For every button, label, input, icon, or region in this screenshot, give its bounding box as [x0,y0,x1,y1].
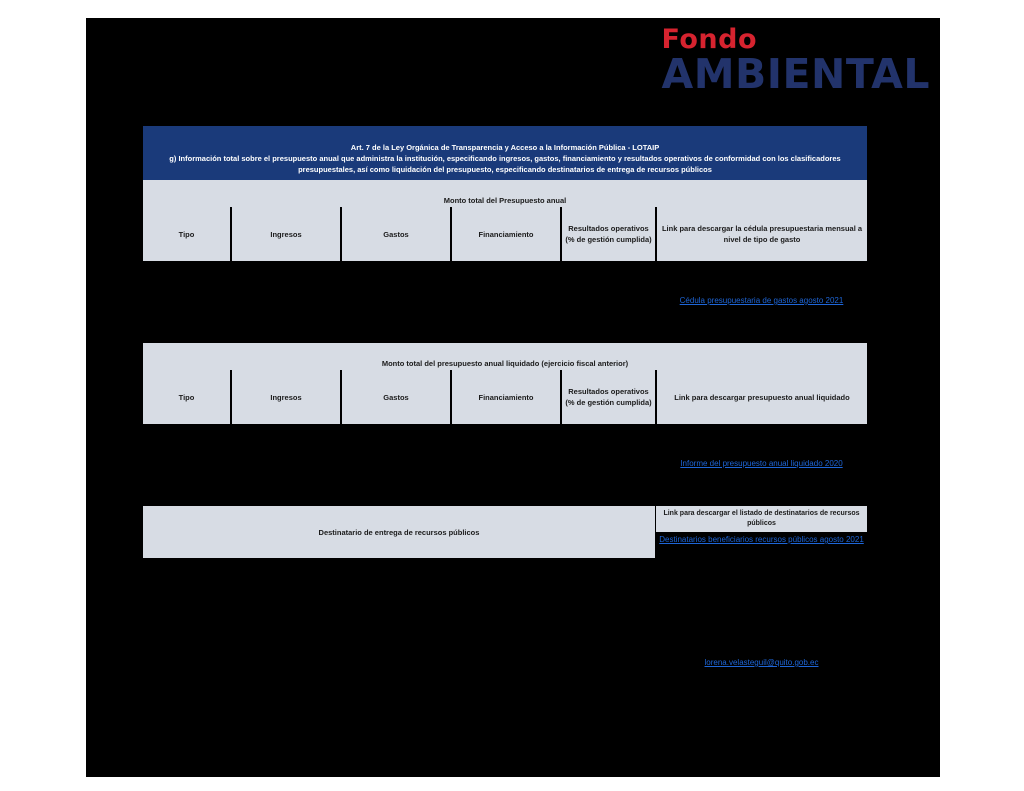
section1-header-row [143,207,867,261]
lotaip-header [143,126,867,180]
section2-header-row [143,370,867,424]
logo-word-bottom: AMBIENTAL [661,50,930,98]
section-title-presupuesto-liquidado: Monto total del presupuesto anual liquidado (ejercicio fiscal anterior) [143,343,867,370]
document-page [86,18,940,777]
fondo-ambiental-logo [661,24,931,98]
cedula-presupuestaria-link[interactable]: Cédula presupuestaria de gastos agosto 2021 [679,296,844,305]
col-ingresos: Ingresos [232,370,340,424]
col-link-liquidado: Link para descargar presupuesto anual liquidado [657,370,867,424]
col-ingresos: Ingresos [232,207,340,261]
col-resultados: Resultados operativos (% de gestión cumplida) [562,370,655,424]
presupuesto-liquidado-link[interactable]: Informe del presupuesto anual liquidado 2020 [680,459,843,468]
col-financiamiento: Financiamiento [452,207,560,261]
destinatario-label-cell [143,506,655,558]
col-financiamiento: Financiamiento [452,370,560,424]
destinatarios-link[interactable]: Destinatarios beneficiarios recursos públicos agosto 2021 [659,535,864,544]
col-resultados: Resultados operativos (% de gestión cumplida) [562,207,655,261]
col-link-cedula: Link para descargar la cédula presupuestaria mensual a nivel de tipo de gasto [657,207,867,261]
header-description: g) Información total sobre el presupuesto anual que administra la institución, especificando ingresos, gastos, financiamiento y resultados operativos de conformidad con los clasificadores presupuestales, así como liquidación del presupuesto, especificando destinatarios de entrega de recursos públicos [169,154,841,174]
col-gastos: Gastos [342,370,450,424]
destinatarios-link-header: Link para descargar el listado de destinatarios de recursos públicos [656,506,867,532]
col-gastos: Gastos [342,207,450,261]
contact-email-link[interactable]: lorena.velasteguil@quito.gob.ec [704,658,819,667]
col-tipo: Tipo [143,370,230,424]
destinatario-label: Destinatario de entrega de recursos públicos [318,527,480,537]
col-tipo: Tipo [143,207,230,261]
logo-word-top: Fondo [661,24,757,55]
header-title: Art. 7 de la Ley Orgánica de Transparencia y Acceso a la Información Pública - LOTAIP [350,143,660,152]
section-title-presupuesto-anual: Monto total del Presupuesto anual [143,180,867,207]
